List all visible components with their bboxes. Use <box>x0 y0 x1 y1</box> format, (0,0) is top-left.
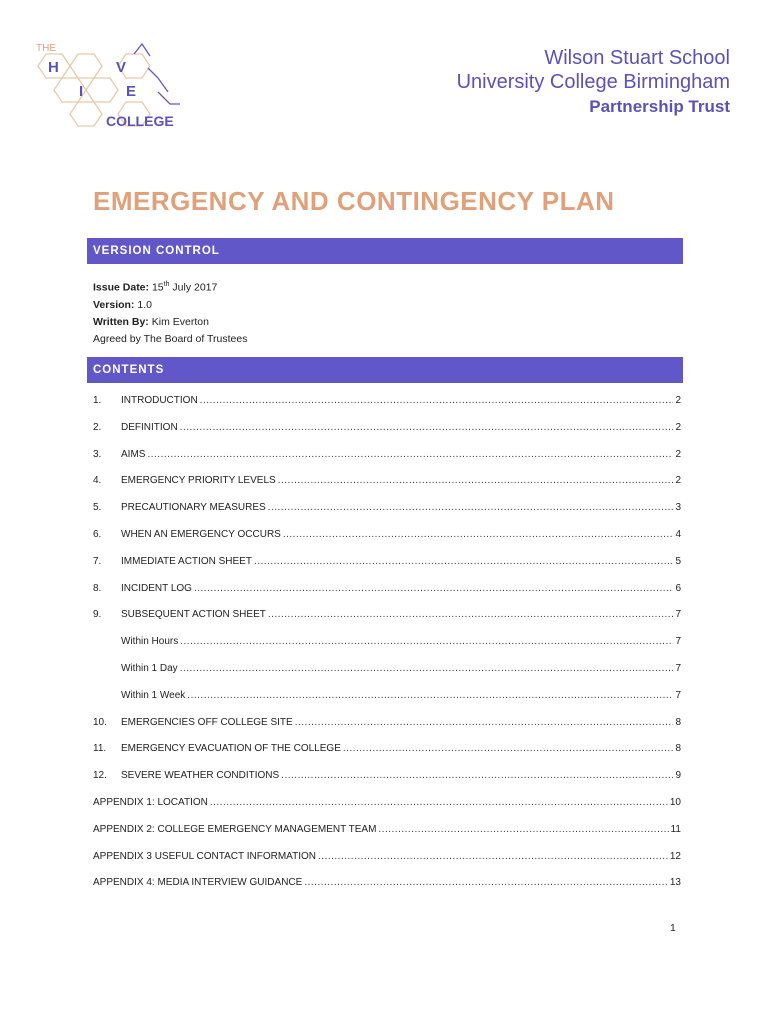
toc-entry[interactable] <box>93 419 681 446</box>
toc-title: INCIDENT LOG <box>121 582 192 594</box>
page-number: 1 <box>670 922 676 934</box>
toc-number: 4. <box>93 475 102 487</box>
toc-title: APPENDIX 4: MEDIA INTERVIEW GUIDANCE <box>93 877 303 889</box>
version-control-details <box>93 276 247 348</box>
logo-letter-e: E <box>126 83 137 100</box>
toc-leader <box>268 499 673 517</box>
logo-letter-h: H <box>48 59 59 76</box>
toc-title: Within 1 Day <box>121 662 178 674</box>
hive-logo-graphic <box>30 38 210 138</box>
toc-leader <box>180 419 673 437</box>
toc-page: 2 <box>675 395 681 406</box>
toc-entry[interactable] <box>93 714 681 741</box>
toc-page: 13 <box>669 877 681 889</box>
toc-subentry[interactable] <box>93 687 681 714</box>
toc-page: 7 <box>675 689 681 701</box>
toc-entry[interactable] <box>93 553 681 580</box>
toc-number: 5. <box>93 502 102 514</box>
toc-leader <box>281 767 673 785</box>
toc-number: 1. <box>93 395 102 406</box>
toc-leader <box>268 606 673 624</box>
toc-leader <box>210 794 668 812</box>
toc-leader <box>304 874 668 892</box>
toc-page: 9 <box>675 770 681 782</box>
toc-leader <box>378 821 668 839</box>
toc-title: IMMEDIATE ACTION SHEET <box>121 555 252 567</box>
toc-leader <box>194 580 673 598</box>
logo-letter-i: I <box>79 83 84 100</box>
toc-entry[interactable] <box>93 767 681 794</box>
toc-title: Within 1 Week <box>121 689 186 701</box>
partner-line-1: Wilson Stuart School <box>544 47 730 69</box>
toc-title: APPENDIX 1: LOCATION <box>93 796 208 808</box>
toc-page: 7 <box>675 662 681 674</box>
logo-the-text: THE <box>36 43 56 54</box>
document-title: EMERGENCY AND CONTINGENCY PLAN <box>93 186 615 216</box>
toc-leader <box>254 553 673 571</box>
toc-number: 2. <box>93 421 102 433</box>
toc-leader <box>283 526 673 544</box>
hive-college-logo <box>30 38 210 138</box>
toc-entry[interactable] <box>93 740 681 767</box>
toc-leader <box>200 392 673 410</box>
toc-title: APPENDIX 3 USEFUL CONTACT INFORMATION <box>93 850 316 862</box>
issue-date-rest: July 2017 <box>172 281 218 294</box>
partner-line-3: Partnership Trust <box>589 97 730 116</box>
toc-page: 2 <box>675 421 681 433</box>
toc-leader <box>278 472 673 490</box>
toc-entry[interactable] <box>93 472 681 499</box>
issue-date-suffix: th <box>163 281 170 288</box>
written-by-label: Written By: <box>93 315 149 328</box>
version-value: 1.0 <box>137 298 152 311</box>
toc-page: 8 <box>675 743 681 755</box>
version-label: Version: <box>93 298 135 311</box>
toc-leader <box>180 660 673 678</box>
toc-page: 4 <box>675 528 681 540</box>
toc-page: 11 <box>670 823 681 835</box>
toc-entry[interactable] <box>93 446 681 473</box>
toc-page: 10 <box>669 796 681 808</box>
toc-number: 12. <box>93 770 107 782</box>
toc-page: 2 <box>675 448 681 460</box>
toc-title: Within Hours <box>121 636 179 648</box>
toc-number: 11. <box>93 743 107 755</box>
toc-appendix-entry[interactable] <box>93 821 681 848</box>
toc-entry[interactable] <box>93 606 681 633</box>
toc-page: 3 <box>675 502 681 514</box>
toc-title: WHEN AN EMERGENCY OCCURS <box>121 528 281 540</box>
agreed-by-line: Agreed by The Board of Trustees <box>93 332 248 345</box>
toc-appendix-entry[interactable] <box>93 874 681 901</box>
issue-date-day: 15 <box>151 281 164 294</box>
logo-college-text: COLLEGE <box>106 113 174 129</box>
toc-entry[interactable] <box>93 526 681 553</box>
toc-title: EMERGENCIES OFF COLLEGE SITE <box>121 716 293 728</box>
toc-entry[interactable] <box>93 580 681 607</box>
toc-title: SUBSEQUENT ACTION SHEET <box>121 609 266 621</box>
toc-page: 5 <box>675 555 681 567</box>
toc-title: SEVERE WEATHER CONDITIONS <box>121 770 280 782</box>
toc-title: INTRODUCTION <box>121 395 198 406</box>
version-control-heading: VERSION CONTROL <box>87 238 683 264</box>
toc-leader <box>180 633 673 651</box>
issue-date-label: Issue Date: <box>93 281 150 294</box>
toc-leader <box>147 446 673 464</box>
toc-title: APPENDIX 2: COLLEGE EMERGENCY MANAGEMENT TEAM <box>93 823 377 835</box>
toc-leader <box>343 740 673 758</box>
toc-number: 3. <box>93 448 102 460</box>
logo-letter-v: V <box>116 59 127 76</box>
toc-number: 8. <box>93 582 102 594</box>
toc-title: PRECAUTIONARY MEASURES <box>121 502 266 514</box>
toc-subentry[interactable] <box>93 633 681 660</box>
written-by-line <box>93 314 247 331</box>
toc-entry[interactable] <box>93 499 681 526</box>
version-line <box>93 297 247 314</box>
issue-date-line <box>93 276 247 297</box>
toc-page: 6 <box>675 582 681 594</box>
toc-title: EMERGENCY EVACUATION OF THE COLLEGE <box>121 743 341 755</box>
toc-appendix-entry[interactable] <box>93 794 681 821</box>
toc-leader <box>295 714 673 732</box>
toc-number: 9. <box>93 609 102 621</box>
toc-page: 12 <box>669 850 681 862</box>
contents-heading: CONTENTS <box>87 357 683 383</box>
toc-subentry[interactable] <box>93 660 681 687</box>
toc-title: EMERGENCY PRIORITY LEVELS <box>121 475 276 487</box>
toc-entry[interactable] <box>93 392 681 419</box>
table-of-contents <box>93 392 681 901</box>
toc-title: DEFINITION <box>121 421 178 433</box>
toc-page: 7 <box>675 636 681 648</box>
written-by-value: Kim Everton <box>151 315 209 328</box>
toc-appendix-entry[interactable] <box>93 848 681 875</box>
toc-page: 8 <box>675 716 681 728</box>
partner-names <box>457 46 730 120</box>
toc-page: 2 <box>675 475 681 487</box>
toc-number: 10. <box>93 716 107 728</box>
toc-page: 7 <box>675 609 681 621</box>
toc-leader <box>318 848 668 866</box>
toc-number: 7. <box>93 555 102 567</box>
toc-number: 6. <box>93 528 102 540</box>
partner-line-2: University College Birmingham <box>456 71 730 93</box>
toc-title: AIMS <box>121 448 146 460</box>
toc-leader <box>187 687 673 705</box>
